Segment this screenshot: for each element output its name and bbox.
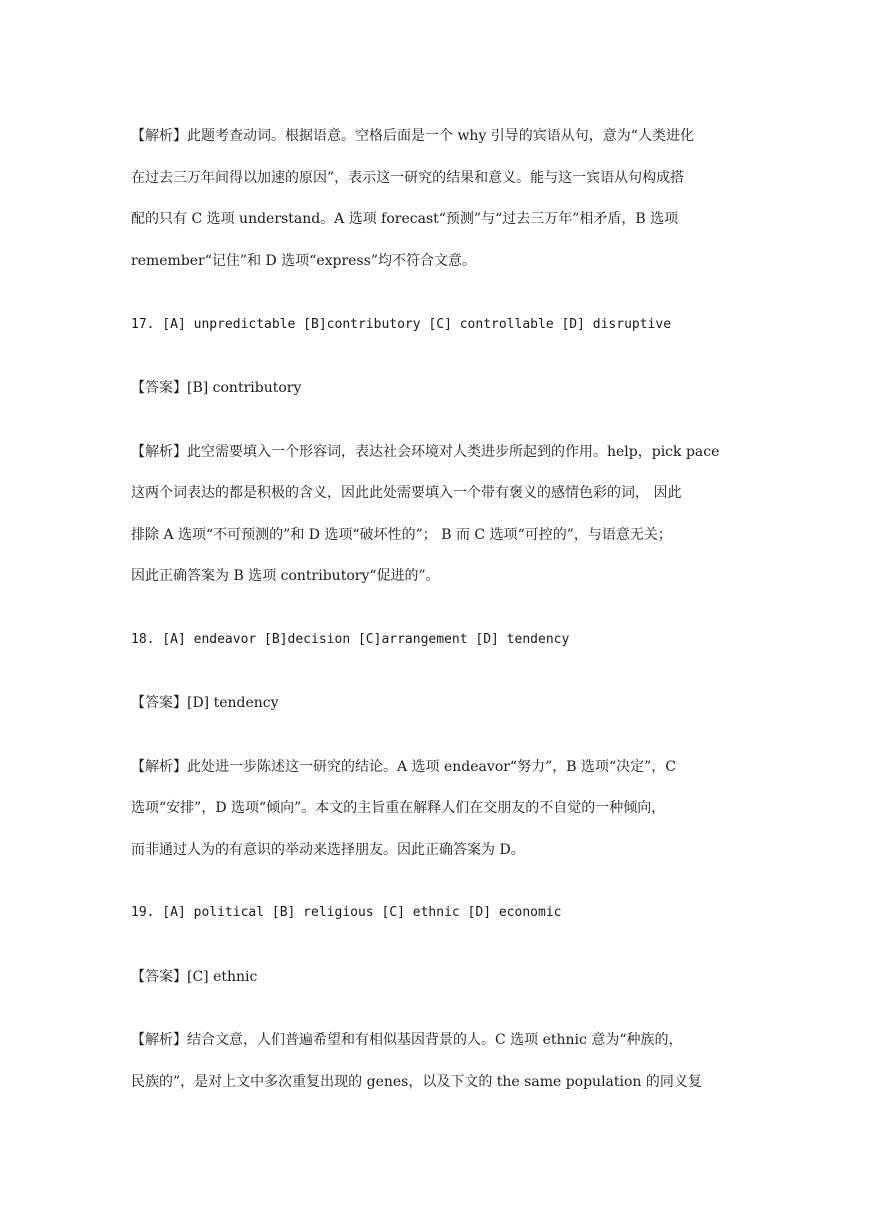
analysis-16-line-2: 在过去三万年间得以加速的原因”，表示这一研究的结果和意义。能与这一宾语从句构成搭 [131, 170, 685, 186]
analysis-16-line-1: 【解析】此题考查动词。根据语意。空格后面是一个 why 引导的宾语从句，意为“人类进化 [131, 128, 694, 144]
answer-17: 【答案】[B] contributory [131, 380, 302, 396]
analysis-18-line-2: 选项“安排”，D 选项“倾向”。本文的主旨重在解释人们在交朋友的不自觉的一种倾向， [131, 800, 666, 816]
question-19-options: 19. [A] political [B] religious [C] ethnic [D] economic [131, 905, 562, 920]
analysis-16-line-4: remember“记住”和 D 选项“express”均不符合文意。 [131, 253, 476, 269]
question-18-options: 18. [A] endeavor [B]decision [C]arrangement [D] tendency [131, 632, 570, 647]
answer-19: 【答案】[C] ethnic [131, 969, 258, 985]
analysis-19-line-1: 【解析】结合文意，人们普遍希望和有相似基因背景的人。C 选项 ethnic 意为“种族的， [131, 1032, 683, 1048]
analysis-19-line-2: 民族的”，是对上文中多次重复出现的 genes，以及下文的 the same population 的同义复 [131, 1074, 702, 1090]
question-17-options: 17. [A] unpredictable [B]contributory [C] controllable [D] disruptive [131, 317, 672, 332]
analysis-17-line-3: 排除 A 选项“不可预测的”和 D 选项“破坏性的”； B 而 C 选项“可控的”，与语意无关； [131, 527, 672, 543]
analysis-17-line-2: 这两个词表达的都是积极的含义，因此此处需要填入一个带有褒义的感情色彩的词， 因此 [131, 485, 682, 501]
analysis-16-line-3: 配的只有 C 选项 understand。A 选项 forecast“预测”与“过去三万年”相矛盾，B 选项 [131, 211, 679, 227]
analysis-17-line-1: 【解析】此空需要填入一个形容词，表达社会环境对人类进步所起到的作用。help，pick pace [131, 444, 720, 460]
analysis-18-line-1: 【解析】此处进一步陈述这一研究的结论。A 选项 endeavor“努力”，B 选项“决定”，C [131, 759, 677, 775]
answer-18: 【答案】[D] tendency [131, 695, 279, 711]
analysis-18-line-3: 而非通过人为的有意识的举动来选择朋友。因此正确答案为 D。 [131, 842, 525, 858]
analysis-17-line-4: 因此正确答案为 B 选项 contributory“促进的”。 [131, 568, 440, 584]
